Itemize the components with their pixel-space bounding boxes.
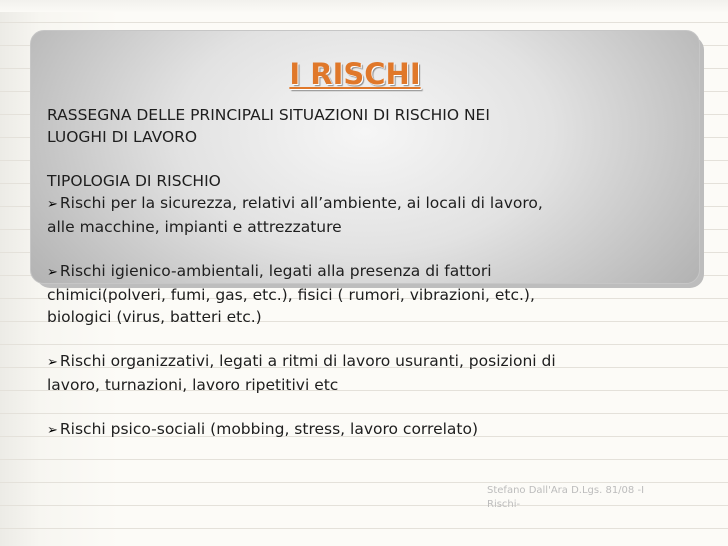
bullet-item-psico-sociali — [47, 418, 677, 442]
intro-line-2: LUOGHI DI LAVORO — [47, 128, 198, 146]
slide-body — [47, 104, 677, 442]
spacer — [47, 238, 677, 260]
bullet-item-sicurezza — [47, 192, 677, 238]
bullet-item-organizzativi — [47, 350, 677, 396]
bullet-line: lavoro, turnazioni, lavoro ripetitivi etc — [47, 376, 339, 394]
bullet-line: ➢ Rischi psico-sociali (mobbing, stress, lavoro correlato) — [47, 418, 677, 442]
slide-title: I RISCHI — [289, 57, 421, 91]
spacer — [47, 328, 677, 350]
footer-line-2: Rischi- — [487, 499, 521, 510]
top-strip — [0, 0, 728, 12]
section-heading: TIPOLOGIA DI RISCHIO — [47, 172, 221, 190]
slide-footer — [487, 484, 667, 512]
footer-line-1: Stefano Dall'Ara D.Lgs. 81/08 -I — [487, 485, 645, 496]
bullet-line: biologici (virus, batteri etc.) — [47, 308, 262, 326]
spacer — [47, 396, 677, 418]
bullet-line: ➢ Rischi igienico-ambientali, legati alla presenza di fattori — [47, 260, 677, 284]
spacer — [47, 148, 677, 170]
bullet-line: chimici(polveri, fumi, gas, etc.), fisici ( rumori, vibrazioni, etc.), — [47, 286, 535, 304]
bullet-line: alle macchine, impianti e attrezzature — [47, 218, 342, 236]
bullet-item-igienico-ambientali — [47, 260, 677, 328]
intro-line-1: RASSEGNA DELLE PRINCIPALI SITUAZIONI DI RISCHIO NEI — [47, 106, 490, 124]
bullet-line: ➢ Rischi per la sicurezza, relativi all’ambiente, ai locali di lavoro, — [47, 192, 677, 216]
bullet-line: ➢ Rischi organizzativi, legati a ritmi di lavoro usuranti, posizioni di — [47, 350, 677, 374]
